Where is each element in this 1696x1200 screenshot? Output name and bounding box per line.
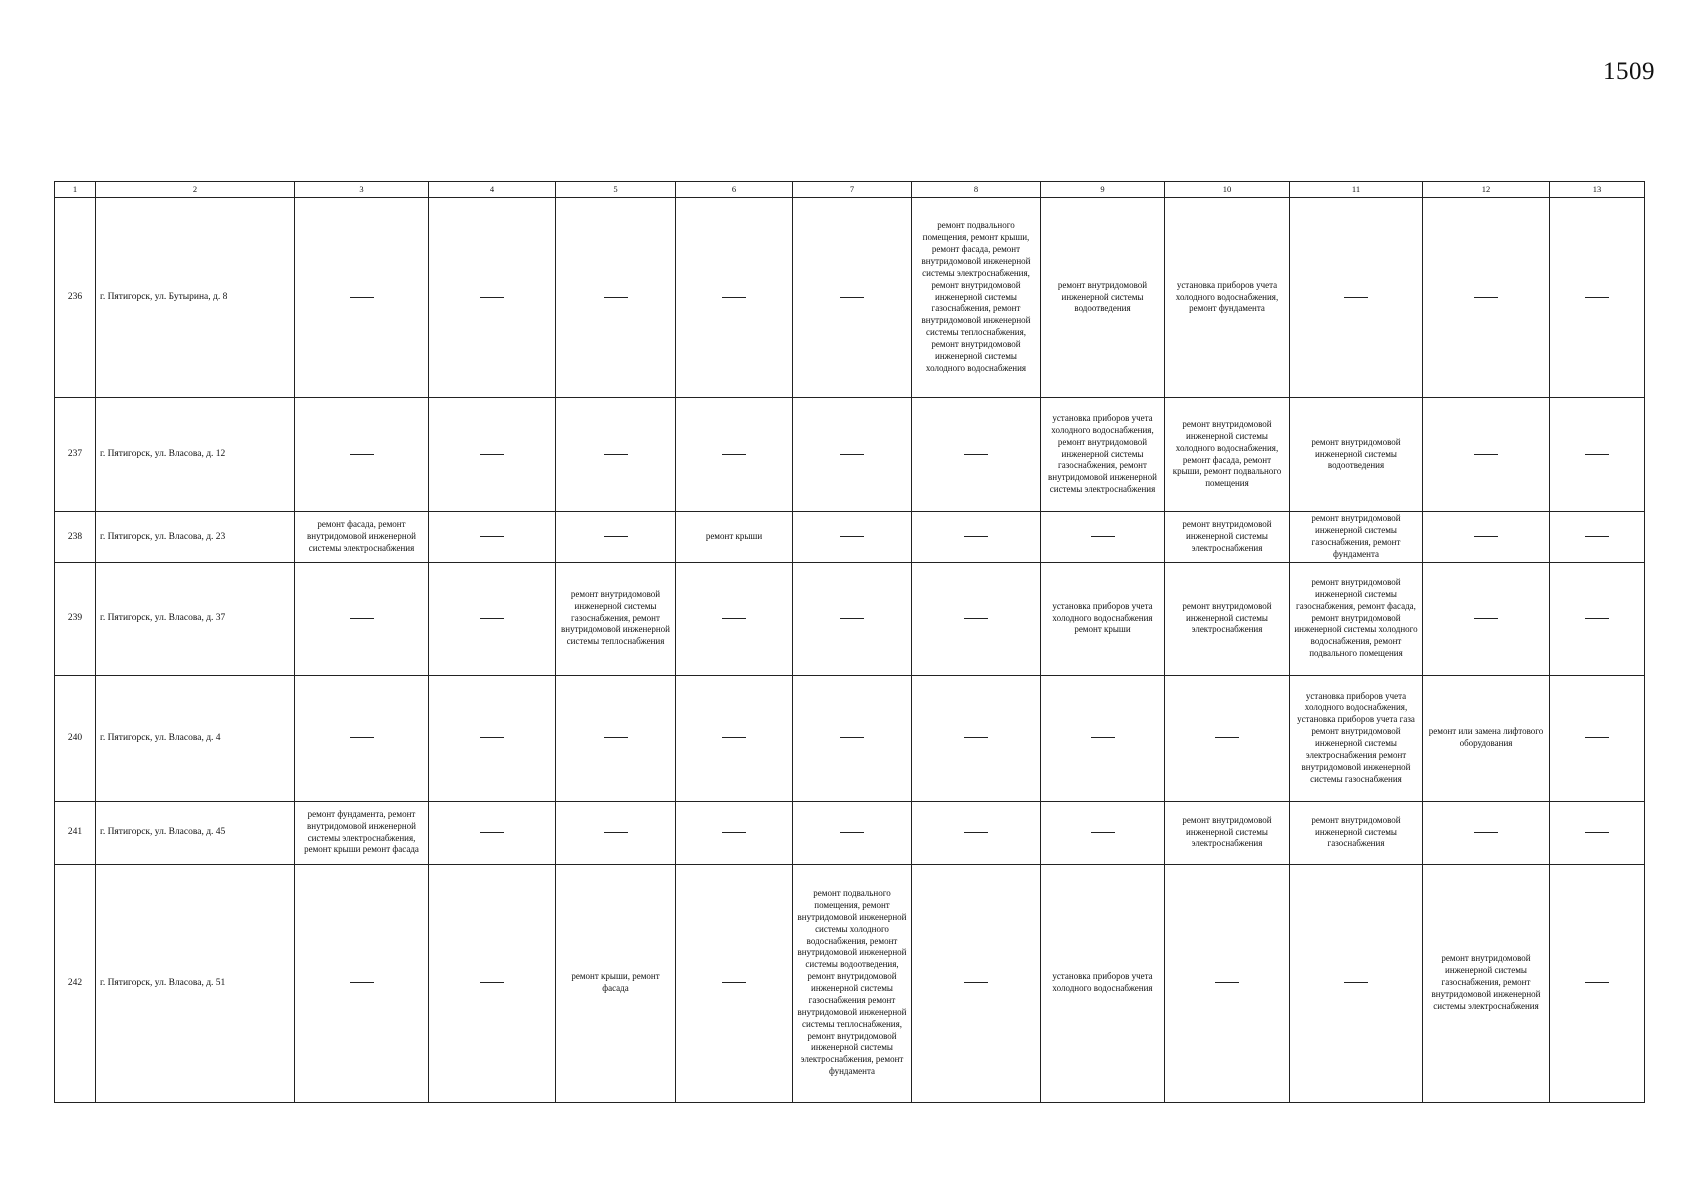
empty-cell [295, 398, 429, 512]
address-cell: г. Пятигорск, ул. Власова, д. 51 [96, 864, 295, 1102]
dash-mark [840, 536, 864, 537]
dash-mark [840, 297, 864, 298]
table-row [55, 562, 1645, 675]
work-type-cell: ремонт внутридомовой инженерной системы газоснабжения, ремонт фундамента [1290, 512, 1423, 563]
column-number-header: 5 [556, 182, 676, 198]
table-row [55, 512, 1645, 563]
column-number-header: 13 [1550, 182, 1645, 198]
empty-cell [676, 864, 793, 1102]
dash-mark [480, 297, 504, 298]
empty-cell [1550, 864, 1645, 1102]
work-type-cell: ремонт подвального помещения, ремонт внутридомовой инженерной системы холодного водоснабжения, ремонт внутридомовой инженерной системы водоотведения, ремонт внутридомовой инженерной системы газоснабжения ремонт внутридомовой инженерной системы теплоснабжения, ремонт внутридомовой инженерной системы электроснабжения, ремонт фундамента [793, 864, 912, 1102]
empty-cell [429, 398, 556, 512]
empty-cell [1423, 801, 1550, 864]
dash-mark [1474, 536, 1498, 537]
empty-cell [429, 801, 556, 864]
dash-mark [1585, 737, 1609, 738]
empty-cell [793, 512, 912, 563]
column-number-header: 11 [1290, 182, 1423, 198]
dash-mark [964, 737, 988, 738]
empty-cell [912, 398, 1041, 512]
address-cell: г. Пятигорск, ул. Бутырина, д. 8 [96, 198, 295, 398]
dash-mark [1474, 618, 1498, 619]
dash-mark [722, 297, 746, 298]
empty-cell [912, 675, 1041, 801]
column-number-header: 3 [295, 182, 429, 198]
column-number-header: 8 [912, 182, 1041, 198]
empty-cell [556, 801, 676, 864]
empty-cell [1550, 198, 1645, 398]
address-cell: г. Пятигорск, ул. Власова, д. 37 [96, 562, 295, 675]
empty-cell [1290, 198, 1423, 398]
dash-mark [1585, 536, 1609, 537]
column-number-header: 9 [1041, 182, 1165, 198]
dash-mark [604, 297, 628, 298]
work-type-cell: ремонт внутридомовой инженерной системы газоснабжения, ремонт внутридомовой инженерной системы электроснабжения [1423, 864, 1550, 1102]
dash-mark [1474, 297, 1498, 298]
empty-cell [295, 198, 429, 398]
repair-plan-table [54, 181, 1645, 1103]
column-number-row [55, 182, 1645, 198]
empty-cell [676, 198, 793, 398]
address-cell: г. Пятигорск, ул. Власова, д. 45 [96, 801, 295, 864]
work-type-cell: установка приборов учета холодного водоснабжения ремонт крыши [1041, 562, 1165, 675]
dash-mark [722, 618, 746, 619]
dash-mark [350, 297, 374, 298]
dash-mark [1585, 982, 1609, 983]
empty-cell [556, 675, 676, 801]
empty-cell [556, 398, 676, 512]
work-type-cell: установка приборов учета холодного водоснабжения, ремонт фундамента [1165, 198, 1290, 398]
work-type-cell: ремонт внутридомовой инженерной системы газоснабжения, ремонт внутридомовой инженерной системы теплоснабжения [556, 562, 676, 675]
empty-cell [793, 562, 912, 675]
dash-mark [1215, 737, 1239, 738]
table-row [55, 398, 1645, 512]
empty-cell [676, 562, 793, 675]
empty-cell [1041, 512, 1165, 563]
dash-mark [604, 536, 628, 537]
dash-mark [722, 832, 746, 833]
table-row [55, 864, 1645, 1102]
row-number: 236 [55, 198, 96, 398]
column-number-header: 7 [793, 182, 912, 198]
empty-cell [1423, 198, 1550, 398]
empty-cell [1550, 398, 1645, 512]
dash-mark [604, 454, 628, 455]
address-cell: г. Пятигорск, ул. Власова, д. 23 [96, 512, 295, 563]
work-type-cell: установка приборов учета холодного водоснабжения [1041, 864, 1165, 1102]
dash-mark [480, 536, 504, 537]
row-number: 241 [55, 801, 96, 864]
empty-cell [793, 398, 912, 512]
empty-cell [912, 864, 1041, 1102]
empty-cell [676, 398, 793, 512]
work-type-cell: установка приборов учета холодного водоснабжения, ремонт внутридомовой инженерной системы газоснабжения, ремонт внутридомовой инженерной системы электроснабжения [1041, 398, 1165, 512]
dash-mark [480, 832, 504, 833]
page-number: 1509 [1603, 58, 1655, 85]
work-type-cell: ремонт внутридомовой инженерной системы электроснабжения [1165, 512, 1290, 563]
dash-mark [1091, 832, 1115, 833]
empty-cell [793, 801, 912, 864]
empty-cell [1041, 675, 1165, 801]
dash-mark [604, 737, 628, 738]
dash-mark [722, 982, 746, 983]
empty-cell [429, 864, 556, 1102]
row-number: 242 [55, 864, 96, 1102]
dash-mark [350, 737, 374, 738]
dash-mark [1091, 737, 1115, 738]
dash-mark [840, 737, 864, 738]
empty-cell [912, 562, 1041, 675]
empty-cell [295, 562, 429, 675]
work-type-cell: ремонт или замена лифтового оборудования [1423, 675, 1550, 801]
empty-cell [429, 675, 556, 801]
table-row [55, 801, 1645, 864]
empty-cell [295, 864, 429, 1102]
dash-mark [480, 982, 504, 983]
dash-mark [964, 454, 988, 455]
work-type-cell: установка приборов учета холодного водоснабжения, установка приборов учета газа ремонт внутридомовой инженерной системы электроснабжения ремонт внутридомовой инженерной системы газоснабжения [1290, 675, 1423, 801]
address-cell: г. Пятигорск, ул. Власова, д. 12 [96, 398, 295, 512]
table-row [55, 198, 1645, 398]
work-type-cell: ремонт внутридомовой инженерной системы газоснабжения [1290, 801, 1423, 864]
empty-cell [793, 198, 912, 398]
empty-cell [1550, 562, 1645, 675]
work-type-cell: ремонт внутридомовой инженерной системы водоотведения [1290, 398, 1423, 512]
empty-cell [676, 675, 793, 801]
column-number-header: 12 [1423, 182, 1550, 198]
address-cell: г. Пятигорск, ул. Власова, д. 4 [96, 675, 295, 801]
column-number-header: 2 [96, 182, 295, 198]
dash-mark [350, 454, 374, 455]
empty-cell [1550, 675, 1645, 801]
column-number-header: 4 [429, 182, 556, 198]
work-type-cell: ремонт фасада, ремонт внутридомовой инженерной системы электроснабжения [295, 512, 429, 563]
work-type-cell: ремонт крыши, ремонт фасада [556, 864, 676, 1102]
dash-mark [964, 536, 988, 537]
row-number: 240 [55, 675, 96, 801]
empty-cell [1165, 675, 1290, 801]
empty-cell [912, 512, 1041, 563]
work-type-cell: ремонт внутридомовой инженерной системы электроснабжения [1165, 562, 1290, 675]
dash-mark [1585, 618, 1609, 619]
dash-mark [1091, 536, 1115, 537]
empty-cell [1165, 864, 1290, 1102]
dash-mark [1344, 982, 1368, 983]
table-row [55, 675, 1645, 801]
dash-mark [964, 982, 988, 983]
dash-mark [840, 618, 864, 619]
column-number-header: 6 [676, 182, 793, 198]
empty-cell [429, 562, 556, 675]
column-number-header: 1 [55, 182, 96, 198]
work-type-cell: ремонт внутридомовой инженерной системы холодного водоснабжения, ремонт фасада, ремонт крыши, ремонт подвального помещения [1165, 398, 1290, 512]
work-type-cell: ремонт внутридомовой инженерной системы газоснабжения, ремонт фасада, ремонт внутридомовой инженерной системы холодного водоснабжения, ремонт подвального помещения [1290, 562, 1423, 675]
work-type-cell: ремонт крыши [676, 512, 793, 563]
empty-cell [676, 801, 793, 864]
empty-cell [429, 512, 556, 563]
dash-mark [964, 618, 988, 619]
dash-mark [1585, 832, 1609, 833]
empty-cell [429, 198, 556, 398]
dash-mark [350, 982, 374, 983]
dash-mark [964, 832, 988, 833]
empty-cell [1423, 398, 1550, 512]
empty-cell [556, 198, 676, 398]
row-number: 239 [55, 562, 96, 675]
dash-mark [480, 454, 504, 455]
row-number: 237 [55, 398, 96, 512]
row-number: 238 [55, 512, 96, 563]
dash-mark [604, 832, 628, 833]
empty-cell [1550, 512, 1645, 563]
empty-cell [1041, 801, 1165, 864]
dash-mark [840, 454, 864, 455]
empty-cell [1550, 801, 1645, 864]
work-type-cell: ремонт внутридомовой инженерной системы водоотведения [1041, 198, 1165, 398]
dash-mark [1344, 297, 1368, 298]
empty-cell [556, 512, 676, 563]
dash-mark [480, 737, 504, 738]
empty-cell [1423, 512, 1550, 563]
empty-cell [793, 675, 912, 801]
dash-mark [1585, 454, 1609, 455]
dash-mark [480, 618, 504, 619]
empty-cell [1290, 864, 1423, 1102]
table-body [55, 198, 1645, 1103]
column-number-header: 10 [1165, 182, 1290, 198]
work-type-cell: ремонт фундамента, ремонт внутридомовой инженерной системы электроснабжения, ремонт крыши ремонт фасада [295, 801, 429, 864]
dash-mark [1585, 297, 1609, 298]
dash-mark [840, 832, 864, 833]
dash-mark [1215, 982, 1239, 983]
empty-cell [912, 801, 1041, 864]
empty-cell [1423, 562, 1550, 675]
empty-cell [295, 675, 429, 801]
work-type-cell: ремонт подвального помещения, ремонт крыши, ремонт фасада, ремонт внутридомовой инженерной системы электроснабжения, ремонт внутридомовой инженерной системы газоснабжения, ремонт внутридомовой инженерной системы теплоснабжения, ремонт внутридомовой инженерной системы холодного водоснабжения [912, 198, 1041, 398]
dash-mark [350, 618, 374, 619]
dash-mark [722, 737, 746, 738]
dash-mark [1474, 454, 1498, 455]
dash-mark [1474, 832, 1498, 833]
work-type-cell: ремонт внутридомовой инженерной системы электроснабжения [1165, 801, 1290, 864]
dash-mark [722, 454, 746, 455]
